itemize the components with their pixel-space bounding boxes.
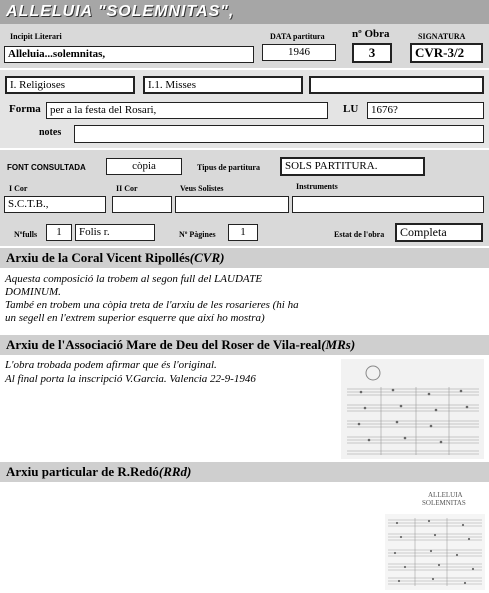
rrd-score-thumbnail[interactable]: [385, 514, 485, 590]
tipus-partitura-field[interactable]: SOLS PARTITURA.: [280, 157, 425, 176]
incipit-field[interactable]: Alleluia...solemnitas,: [4, 46, 254, 63]
veus-solistes-label: Veus Solistes: [180, 184, 224, 193]
n-obra-field[interactable]: 3: [352, 43, 392, 63]
forma-field[interactable]: per a la festa del Rosari,: [46, 102, 328, 119]
section-cvr-title: Arxiu de la Coral Vicent Ripollés: [6, 250, 190, 265]
incipit-label: Incipit Literari: [10, 32, 62, 41]
tipus-partitura-label: Tipus de partitura: [197, 163, 260, 172]
section-rrd-abbr: (RRd): [158, 464, 192, 479]
cvr-note-line-3: També en trobem una còpia treta de l'arxiu de les rosarieres (hi ha: [5, 299, 299, 311]
ii-cor-label: II Cor: [116, 184, 138, 193]
i-cor-field[interactable]: S.C.T.B.,: [4, 196, 106, 213]
estat-obra-field[interactable]: Completa: [395, 223, 483, 242]
forma-label: Forma: [9, 103, 41, 115]
rrd-thumb-title-1: ALLELUIA: [428, 491, 463, 499]
rrd-thumb-title-2: SOLEMNITAS: [422, 499, 466, 507]
section-rrd-header: [0, 462, 489, 482]
section-rrd-title: Arxiu particular de R.Redó: [6, 464, 159, 479]
notes-field[interactable]: [74, 125, 484, 143]
page-title: ALLELUIA "SOLEMNITAS",: [6, 3, 235, 20]
mrs-score-image: [341, 359, 484, 459]
cvr-note-line-1: Aquesta composició la trobem al segon full del LAUDATE: [5, 273, 263, 285]
font-consultada-field[interactable]: còpia: [106, 158, 182, 175]
category-2-field[interactable]: I.1. Misses: [143, 76, 303, 94]
lu-label: LU: [343, 103, 359, 115]
n-pagines-label: Nº Pàgines: [179, 230, 216, 239]
n-obra-label: nº Obra: [352, 28, 390, 40]
font-consultada-label: FONT CONSULTADA: [7, 163, 86, 172]
cvr-note-line-2: DOMINUM.: [5, 286, 61, 298]
folis-field[interactable]: Folis r.: [75, 224, 155, 241]
lu-field[interactable]: 1676?: [367, 102, 484, 119]
mrs-note-line-1: L'obra trobada podem afirmar que és l'original.: [5, 359, 217, 371]
i-cor-label: I Cor: [9, 184, 28, 193]
signatura-label: SIGNATURA: [418, 32, 466, 41]
section-mrs-header: [0, 335, 489, 355]
veus-solistes-field[interactable]: [175, 196, 289, 213]
data-partitura-field[interactable]: 1946: [262, 44, 336, 61]
instruments-field[interactable]: [292, 196, 484, 213]
estat-obra-label: Estat de l'obra: [334, 230, 385, 239]
category-3-field[interactable]: [309, 76, 484, 94]
section-cvr-header: [0, 248, 489, 268]
rrd-score-image: [385, 514, 485, 590]
section-mrs-title: Arxiu de l'Associació Mare de Deu del Roser de Vila-real: [6, 337, 322, 352]
category-1-field[interactable]: I. Religioses: [5, 76, 135, 94]
cvr-note-line-4: un segell en l'extrem superior esquerre que així ho mostra): [5, 312, 265, 324]
signatura-field[interactable]: CVR-3/2: [410, 43, 483, 63]
section-mrs-abbr: (MRs): [321, 337, 356, 352]
n-fulls-label: Nºfulls: [14, 230, 38, 239]
instruments-label: Instruments: [296, 182, 338, 191]
notes-label: notes: [39, 127, 62, 138]
section-cvr-abbr: (CVR): [189, 250, 225, 265]
n-pagines-field[interactable]: 1: [228, 224, 258, 241]
ii-cor-field[interactable]: [112, 196, 172, 213]
n-fulls-field[interactable]: 1: [46, 224, 72, 241]
mrs-note-line-2: Al final porta la inscripció V.Garcia. Valencia 22-9-1946: [5, 373, 256, 385]
mrs-score-thumbnail[interactable]: [341, 359, 484, 459]
data-partitura-label: DATA partitura: [270, 32, 325, 41]
